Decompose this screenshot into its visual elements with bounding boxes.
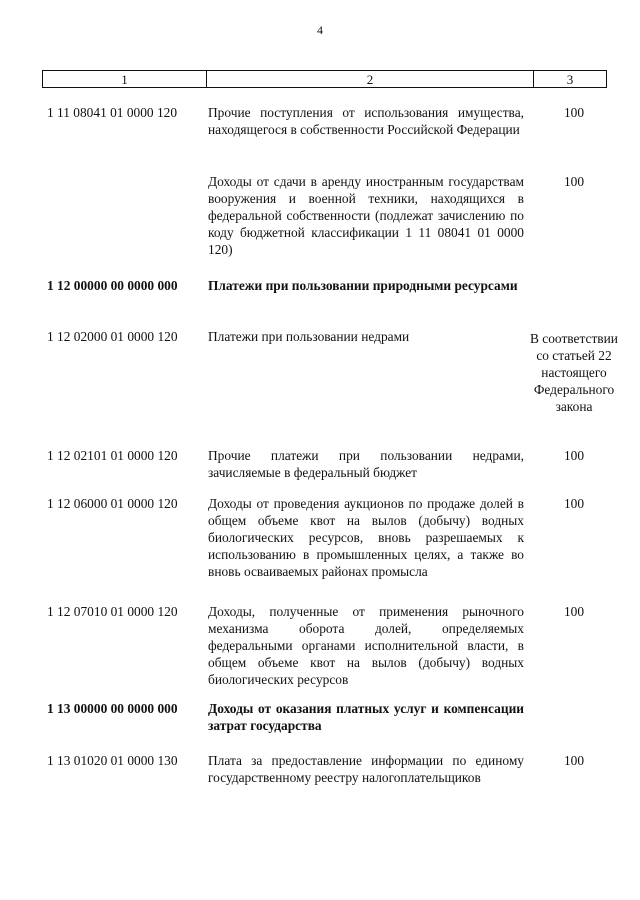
income-description: Доходы от проведения аукционов по продаже долей в общем объеме квот на вылов (добычу) водных биологических ресурсов, вновь разрешаемых к использованию в промышленных целях, а также во вновь осваиваемых районах промысла — [208, 496, 524, 579]
budget-code: 1 12 07010 01 0000 120 — [47, 604, 178, 619]
allocation-value: В соответствии со статьей 22 настоящего Федерального закона — [530, 331, 618, 414]
income-description: Доходы от сдачи в аренду иностранным государствам вооружения и военной техники, находящихся в федеральной собственности (подлежат зачислению по коду бюджетной классификации 1 11 08041 01 0000 120) — [208, 174, 524, 257]
budget-code: 1 12 02000 01 0000 120 — [47, 329, 178, 344]
allocation-value: 100 — [563, 604, 585, 619]
header-col-1: 1 — [43, 71, 207, 87]
budget-code: 1 13 01020 01 0000 130 — [47, 753, 178, 768]
allocation-value: 100 — [563, 496, 585, 511]
budget-code: 1 12 00000 00 0000 000 — [47, 278, 178, 293]
allocation-value: 100 — [563, 174, 585, 189]
income-description: Платежи при пользовании природными ресурсами — [208, 278, 518, 293]
budget-code: 1 12 02101 01 0000 120 — [47, 448, 178, 463]
budget-code: 1 11 08041 01 0000 120 — [47, 105, 178, 120]
income-description: Прочие платежи при пользовании недрами, зачисляемые в федеральный бюджет — [208, 448, 524, 480]
income-description: Доходы от оказания платных услуг и компенсации затрат государства — [208, 701, 524, 733]
budget-code: 1 12 06000 01 0000 120 — [47, 496, 178, 511]
income-description: Доходы, полученные от применения рыночного механизма оборота долей, определяемых федеральными органами исполнительной власти, в общем объеме квот на вылов (добычу) водных биологических ресурсов — [208, 604, 524, 687]
header-col-3: 3 — [566, 72, 574, 87]
page-number: 4 — [317, 23, 323, 37]
income-description: Прочие поступления от использования имущества, находящегося в собственности Российской Федерации — [208, 105, 524, 137]
header-col-2: 2 — [207, 71, 534, 87]
income-description: Платежи при пользовании недрами — [208, 329, 410, 344]
allocation-value: 100 — [563, 448, 585, 463]
allocation-value: 100 — [563, 105, 585, 120]
budget-code: 1 13 00000 00 0000 000 — [47, 701, 178, 716]
income-description: Плата за предоставление информации по единому государственному реестру налогоплательщиков — [208, 753, 524, 785]
table-header — [42, 70, 607, 88]
allocation-value: 100 — [563, 753, 585, 768]
